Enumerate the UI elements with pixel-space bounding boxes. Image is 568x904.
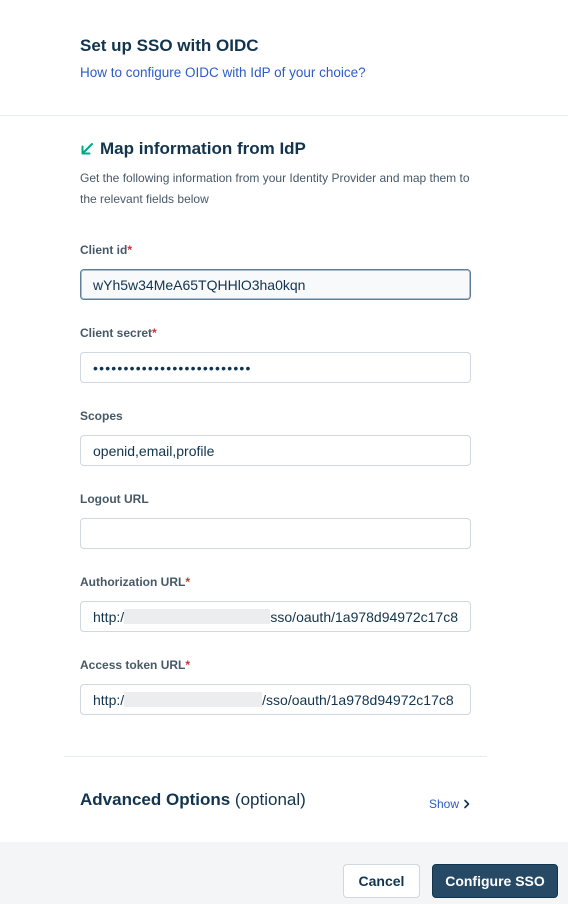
redacted-text (124, 609, 270, 624)
advanced-options-title (80, 790, 306, 810)
authorization-url-label (80, 575, 190, 589)
scopes-input[interactable] (80, 435, 471, 466)
advanced-options-label: Advanced Options (80, 790, 231, 809)
chevron-right-icon (463, 799, 471, 809)
required-marker: * (185, 658, 191, 672)
section-header (80, 139, 306, 159)
help-link[interactable]: How to configure OIDC with IdP of your choice? (80, 65, 366, 80)
client-id-label (80, 243, 132, 257)
optional-label: (optional) (234, 790, 306, 809)
show-advanced-button[interactable] (429, 797, 471, 811)
scopes-label-text: Scopes (80, 409, 123, 423)
configure-sso-button[interactable]: Configure SSO (432, 864, 558, 898)
client-id-input[interactable] (80, 269, 471, 300)
authorization-url-prefix: http:/ (93, 608, 125, 625)
access-token-url-input[interactable] (80, 684, 471, 715)
scopes-label (80, 409, 123, 423)
authorization-url-input[interactable] (80, 601, 471, 632)
logout-url-input[interactable] (80, 518, 471, 549)
access-token-url-prefix: http:/ (93, 691, 125, 708)
authorization-url-label-text: Authorization URL (80, 575, 186, 589)
page-header (0, 0, 568, 116)
scopes-value: openid,email,profile (93, 442, 215, 459)
arrow-down-left-icon (80, 142, 94, 156)
page-title: Set up SSO with OIDC (80, 36, 259, 55)
client-secret-label (80, 326, 157, 340)
required-marker: * (152, 326, 157, 340)
redacted-text (124, 692, 262, 707)
client-secret-input[interactable] (80, 352, 471, 383)
section-description: Get the following information from your Identity Provider and map them to the relevant fields below (80, 171, 470, 206)
access-token-url-label-text: Access token URL (80, 658, 186, 672)
logout-url-label (80, 492, 149, 506)
logout-url-label-text: Logout URL (80, 492, 149, 506)
show-label: Show (429, 797, 460, 811)
client-id-value: wYh5w34MeA65TQHHlO3ha0kqn (93, 276, 306, 293)
client-id-label-text: Client id (80, 243, 128, 257)
client-secret-label-text: Client secret (80, 326, 153, 340)
required-marker: * (127, 243, 133, 257)
section-divider (64, 756, 487, 757)
access-token-url-label (80, 658, 190, 672)
section-title: Map information from IdP (100, 139, 306, 158)
authorization-url-suffix: sso/oauth/1a978d94972c17c8 (270, 608, 458, 625)
access-token-url-suffix: /sso/oauth/1a978d94972c17c8 (262, 691, 454, 708)
client-secret-value: •••••••••••••••••••••••••• (93, 359, 252, 376)
cancel-button[interactable]: Cancel (343, 864, 420, 898)
required-marker: * (185, 575, 190, 589)
